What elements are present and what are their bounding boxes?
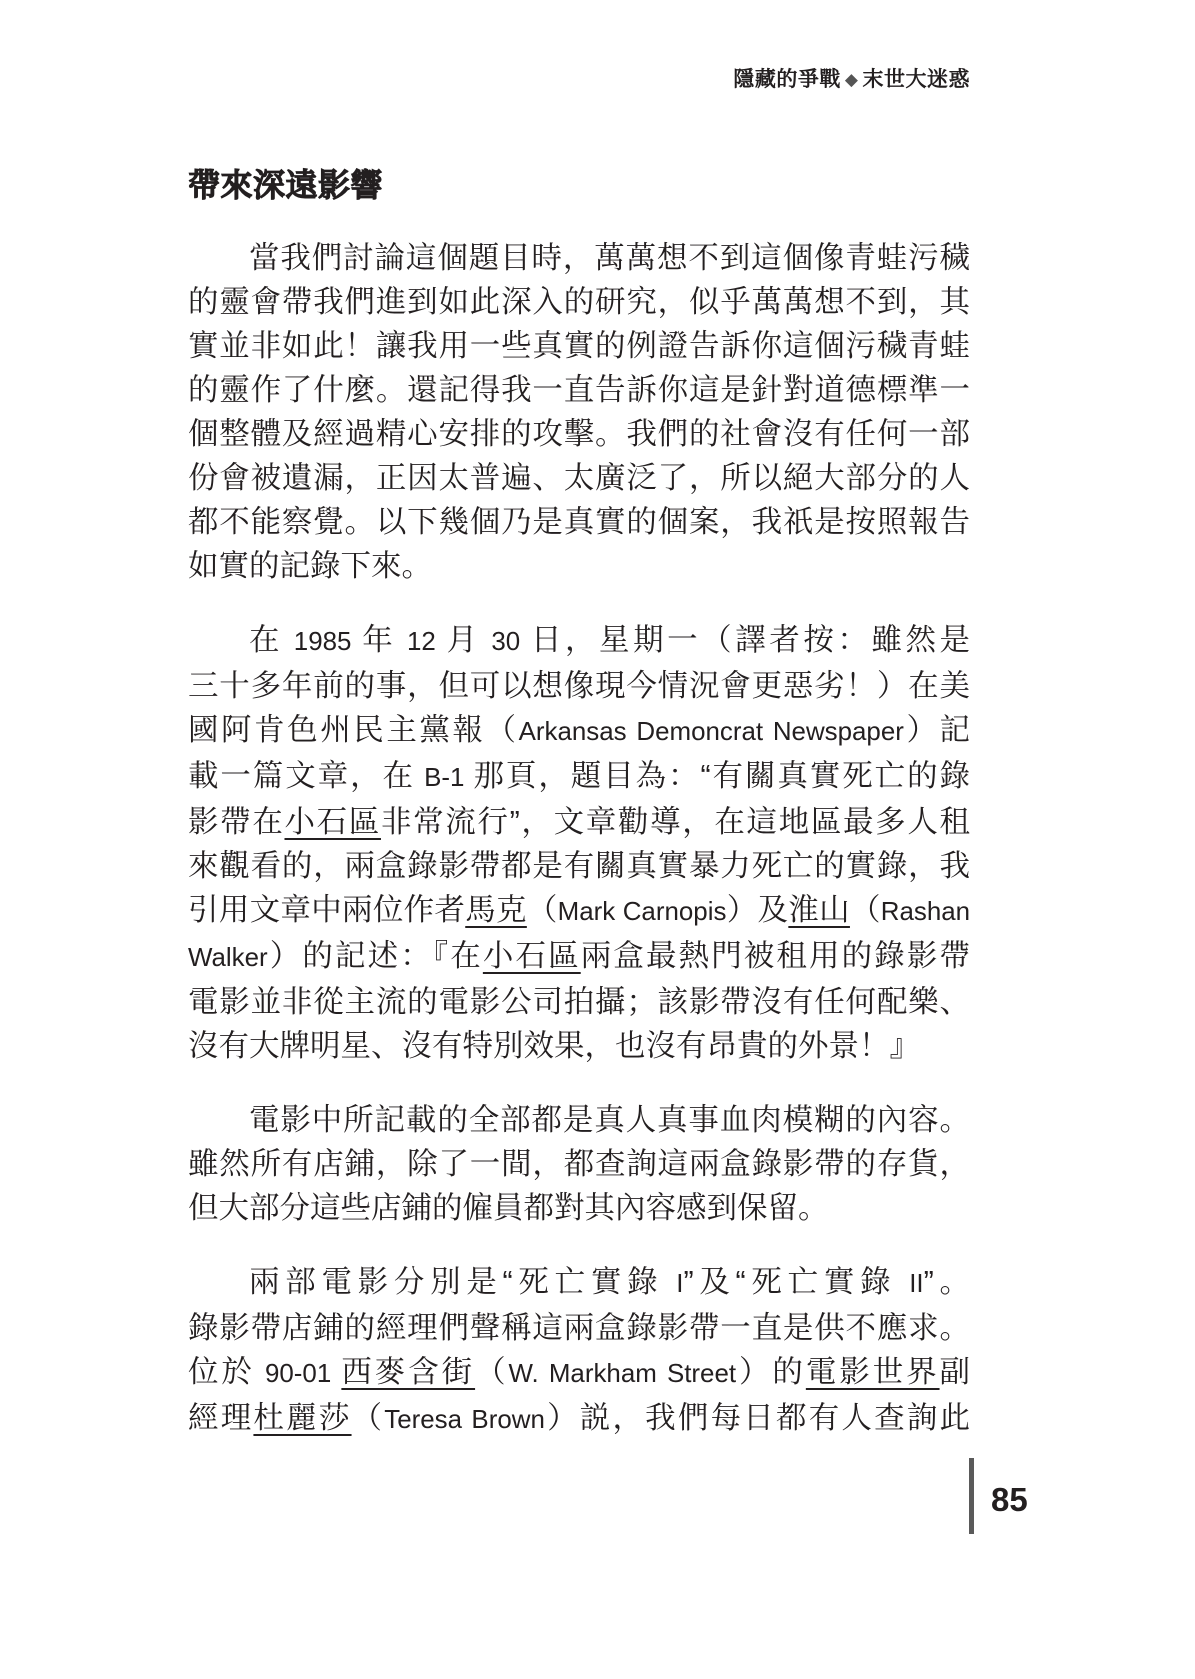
page-number-bar <box>969 1458 974 1534</box>
text-line <box>188 1260 970 1306</box>
text-line <box>188 980 970 1024</box>
text-line <box>188 368 970 412</box>
text-run: 如實的記錄下來。 <box>188 549 432 583</box>
latin-run: II <box>896 1270 924 1298</box>
text-run: 電影並非從主流的電影公司拍攝；該影帶沒有任何配樂、 <box>188 985 970 1019</box>
text-run: （Teresa Brown）説，我們每日都有人查詢此 <box>351 1401 971 1435</box>
text-run: 都不能察覺。以下幾個乃是真實的個案，我祇是按照報告 <box>188 505 970 539</box>
underlined-name: 小石區 <box>284 805 381 839</box>
latin-run: 30 <box>480 628 531 656</box>
text-line <box>188 500 970 544</box>
text-line <box>188 456 970 500</box>
text-run: （W. Markham Street）的 <box>475 1355 806 1389</box>
latin-run: 12 <box>396 628 447 656</box>
text-run: 影帶在 <box>188 805 285 839</box>
text-line <box>188 280 970 324</box>
text-line <box>188 618 970 664</box>
text-run: 個整體及經過精心安排的攻擊。我們的社會沒有任何一部 <box>188 417 970 451</box>
paragraph-3 <box>188 1098 970 1230</box>
text-run: 非常流行”，文章勸導，在這地區最多人租 <box>380 805 971 839</box>
text-run: 沒有大牌明星、沒有特別效果，也沒有昂貴的外景！』 <box>188 1029 920 1063</box>
page-number: 85 <box>991 1481 1028 1518</box>
underlined-name: 淮山 <box>788 893 850 927</box>
text-run: 位於 90-01 <box>188 1355 342 1389</box>
text-run: 國阿肯色州民主黨報（Arkansas Demoncrat Newspaper）記 <box>188 713 970 747</box>
text-run: Walker）的記述：『在 <box>188 939 483 973</box>
text-run: 兩部電影分別是“死亡實錄 I”及“死亡實錄 II”。 <box>249 1265 971 1299</box>
text-line <box>188 888 970 934</box>
diamond-separator-icon: ◆ <box>844 70 859 89</box>
book-title: 隱藏的爭戰 <box>733 68 841 91</box>
text-run: 電影中所記載的全部都是真人真事血肉模糊的內容。 <box>249 1103 970 1137</box>
text-line <box>188 544 970 588</box>
section-title: 帶來深遠影響 <box>188 167 384 203</box>
book-subtitle: 末世大迷惑 <box>862 68 970 91</box>
text-line <box>188 844 970 888</box>
text-line <box>188 1186 970 1230</box>
text-run: 雖然所有店鋪，除了一間，都查詢這兩盒錄影帶的存貨， <box>188 1147 970 1181</box>
text-run: 的靈會帶我們進到如此深入的研究，似乎萬萬想不到，其 <box>188 285 970 319</box>
underlined-name: 馬克 <box>465 893 527 927</box>
paragraph-4 <box>188 1260 970 1442</box>
text-line <box>188 934 970 980</box>
underlined-name: 電影世界 <box>805 1355 940 1389</box>
text-run: 錄影帶店鋪的經理們聲稱這兩盒錄影帶一直是供不應求。 <box>188 1311 970 1345</box>
text-run: 經理 <box>188 1401 254 1435</box>
latin-run: B-1 <box>414 764 474 792</box>
text-run: 引用文章中兩位作者 <box>188 893 466 927</box>
latin-run: Mark Carnopis <box>557 898 727 926</box>
body-text <box>188 236 970 1472</box>
text-run: （Mark Carnopis）及 <box>526 893 789 927</box>
text-line <box>188 1142 970 1186</box>
text-line <box>188 1024 970 1068</box>
text-line <box>188 412 970 456</box>
text-line <box>188 1350 970 1396</box>
text-run: 份會被遺漏，正因太普遍、太廣泛了，所以絕大部分的人 <box>188 461 970 495</box>
text-run: 兩盒最熱門被租用的錄影帶 <box>580 939 971 973</box>
paragraph-1 <box>188 236 970 588</box>
underlined-name: 西麥含街 <box>341 1355 476 1389</box>
text-line <box>188 236 970 280</box>
text-run: 來觀看的，兩盒錄影帶都是有關真實暴力死亡的實錄，我 <box>188 849 970 883</box>
latin-run: 90-01 <box>254 1360 342 1388</box>
text-run: 當我們討論這個題目時，萬萬想不到這個像青蛙污穢 <box>249 241 970 275</box>
latin-run: Teresa Brown <box>384 1406 545 1434</box>
text-line <box>188 1098 970 1142</box>
text-line <box>188 1306 970 1350</box>
text-run: 但大部分這些店鋪的僱員都對其內容感到保留。 <box>188 1191 829 1225</box>
underlined-name: 杜麗莎 <box>253 1401 352 1435</box>
text-run: 副 <box>939 1355 971 1389</box>
text-run: 在 1985 年 12 月 30 日，星期一（譯者按：雖然是 <box>249 623 971 657</box>
latin-run: Arkansas Demoncrat Newspaper <box>518 718 904 746</box>
text-run: 載一篇文章，在 B-1 那頁，題目為：“有關真實死亡的錄 <box>188 759 970 793</box>
running-header <box>733 66 970 94</box>
text-line <box>188 1396 970 1442</box>
text-line <box>188 324 970 368</box>
latin-run: I <box>663 1270 684 1298</box>
underlined-name: 小石區 <box>482 939 581 973</box>
text-line <box>188 800 970 844</box>
text-run: （Rashan <box>849 893 971 927</box>
text-line <box>188 664 970 708</box>
paragraph-2 <box>188 618 970 1068</box>
latin-run: Walker <box>188 944 268 972</box>
latin-run: Rashan <box>880 898 971 926</box>
text-line <box>188 754 970 800</box>
text-run: 實並非如此！讓我用一些真實的例證告訴你這個污穢青蛙 <box>188 329 970 363</box>
text-run: 的靈作了什麼。還記得我一直告訴你這是針對道德標準一 <box>188 373 970 407</box>
text-run: 三十多年前的事，但可以想像現今情況會更惡劣！）在美 <box>188 669 970 703</box>
latin-run: 1985 <box>283 628 363 656</box>
latin-run: W. Markham Street <box>508 1360 737 1388</box>
text-line <box>188 708 970 754</box>
